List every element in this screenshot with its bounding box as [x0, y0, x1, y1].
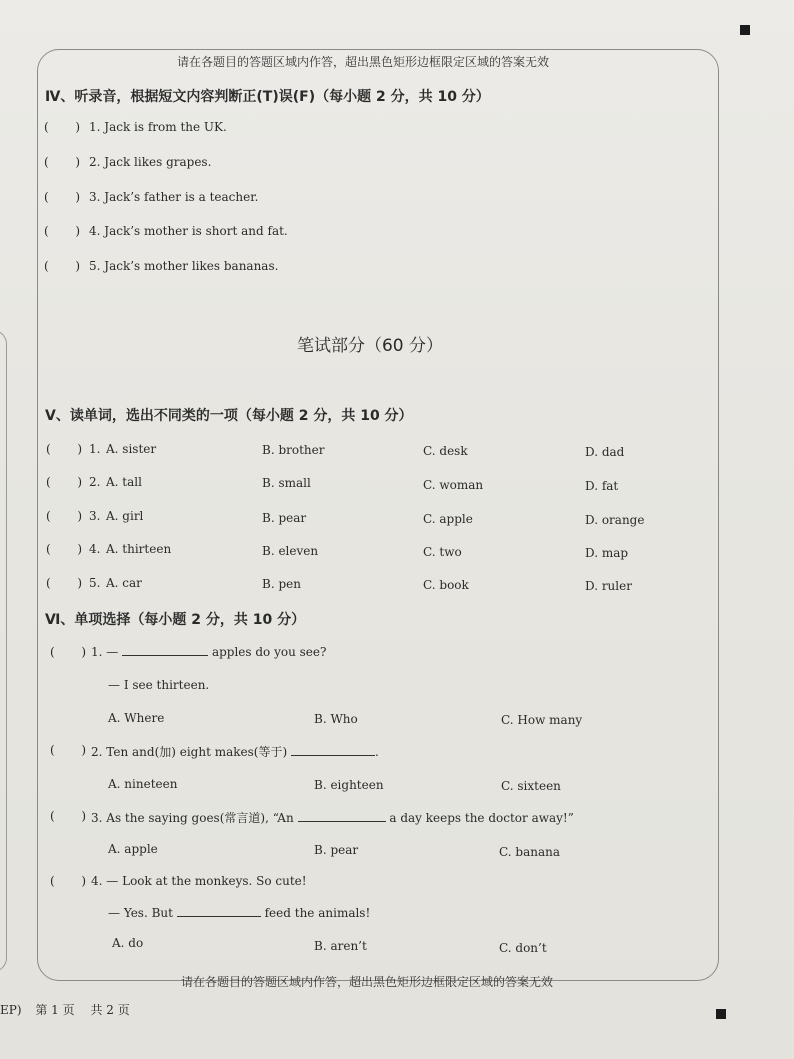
answer-paren[interactable]: ( ) [44, 190, 81, 204]
answer-paren[interactable]: ( ) [50, 809, 87, 823]
option-a: A. thirteen [106, 542, 172, 556]
option-b: B. pen [262, 577, 301, 591]
option-a: A. sister [106, 442, 157, 456]
question-stem: 2. Ten and(加) eight makes(等于) . [91, 745, 379, 759]
answer-paren[interactable]: ( ) [46, 576, 83, 590]
answer-paren[interactable]: ( ) [46, 475, 83, 489]
question-stem: 3. As the saying goes(常言道), “An a day keeps the doctor away!” [91, 811, 574, 825]
option-c: C. desk [423, 444, 468, 458]
option-c: C. apple [423, 512, 473, 526]
option-c: C. book [423, 578, 469, 592]
answer-paren[interactable]: ( ) [46, 542, 83, 556]
answer-paren[interactable]: ( ) [50, 645, 87, 659]
page-total: 共 2 页 [90, 1003, 130, 1017]
list-item-num: 1. [89, 442, 101, 456]
answer-paren[interactable]: ( ) [50, 874, 87, 888]
list-item: 1. Jack is from the UK. [89, 120, 227, 134]
option-c: C. banana [499, 845, 560, 859]
answer-blank[interactable] [298, 811, 386, 822]
section5-title: Ⅴ、读单词，选出不同类的一项（每小题 2 分，共 10 分） [45, 408, 413, 424]
option-a: A. apple [108, 842, 158, 856]
option-a: A. tall [106, 475, 142, 489]
list-item-num: 5. [89, 576, 101, 590]
list-item: 2. Jack likes grapes. [89, 155, 212, 169]
adjacent-page-edge [0, 330, 7, 972]
option-c: C. woman [423, 478, 484, 492]
option-d: D. ruler [585, 579, 632, 593]
footer-note: 请在各题目的答题区域内作答，超出黑色矩形边框限定区域的答案无效 [181, 975, 554, 989]
written-part-title: 笔试部分（60 分） [296, 336, 444, 356]
answer-paren[interactable]: ( ) [44, 120, 81, 134]
list-item: 3. Jack’s father is a teacher. [89, 190, 259, 204]
option-b: B. aren’t [314, 939, 367, 953]
option-d: D. dad [585, 445, 625, 459]
option-c: C. two [423, 545, 462, 559]
answer-blank[interactable] [122, 645, 208, 656]
footer-code: EP) [0, 1003, 22, 1017]
answer-paren[interactable]: ( ) [44, 259, 81, 273]
option-b: B. Who [314, 712, 358, 726]
list-item-num: 2. [89, 475, 101, 489]
answer-paren[interactable]: ( ) [44, 224, 81, 238]
option-a: A. car [106, 576, 142, 590]
question-stem: 1. — apples do you see? [91, 645, 327, 659]
page-footer [0, 1001, 130, 1018]
option-c: C. How many [501, 713, 583, 727]
list-item-num: 4. [89, 542, 101, 556]
option-c: C. sixteen [501, 779, 561, 793]
section6-title: Ⅵ、单项选择（每小题 2 分，共 10 分） [45, 612, 306, 628]
option-a: A. do [112, 936, 144, 950]
option-d: D. map [585, 546, 629, 560]
option-a: A. Where [108, 711, 165, 725]
answer-paren[interactable]: ( ) [46, 442, 83, 456]
corner-mark-top [740, 25, 750, 35]
answer-blank[interactable] [177, 906, 261, 917]
answer-blank[interactable] [291, 745, 375, 756]
option-a: A. girl [106, 509, 144, 523]
answer-paren[interactable]: ( ) [46, 509, 83, 523]
corner-mark-bottom [716, 1009, 726, 1019]
question-line: — I see thirteen. [108, 678, 210, 692]
section4-title: Ⅳ、听录音，根据短文内容判断正(T)误(F)（每小题 2 分，共 10 分） [45, 89, 490, 105]
option-b: B. eleven [262, 544, 319, 558]
header-note: 请在各题目的答题区域内作答，超出黑色矩形边框限定区域的答案无效 [177, 55, 550, 69]
option-a: A. nineteen [108, 777, 178, 791]
option-d: D. orange [585, 513, 645, 527]
option-b: B. pear [314, 843, 359, 857]
answer-paren[interactable]: ( ) [44, 155, 81, 169]
answer-paren[interactable]: ( ) [50, 743, 87, 757]
option-c: C. don’t [499, 941, 547, 955]
question-stem: 4. — Look at the monkeys. So cute! [91, 874, 307, 888]
option-b: B. brother [262, 443, 325, 457]
question-line: — Yes. But feed the animals! [108, 906, 371, 920]
option-b: B. eighteen [314, 778, 384, 792]
list-item: 4. Jack’s mother is short and fat. [89, 224, 288, 238]
option-b: B. pear [262, 511, 307, 525]
option-d: D. fat [585, 479, 619, 493]
option-b: B. small [262, 476, 311, 490]
list-item-num: 3. [89, 509, 101, 523]
page-number: 第 1 页 [35, 1003, 75, 1017]
list-item: 5. Jack’s mother likes bananas. [89, 259, 279, 273]
